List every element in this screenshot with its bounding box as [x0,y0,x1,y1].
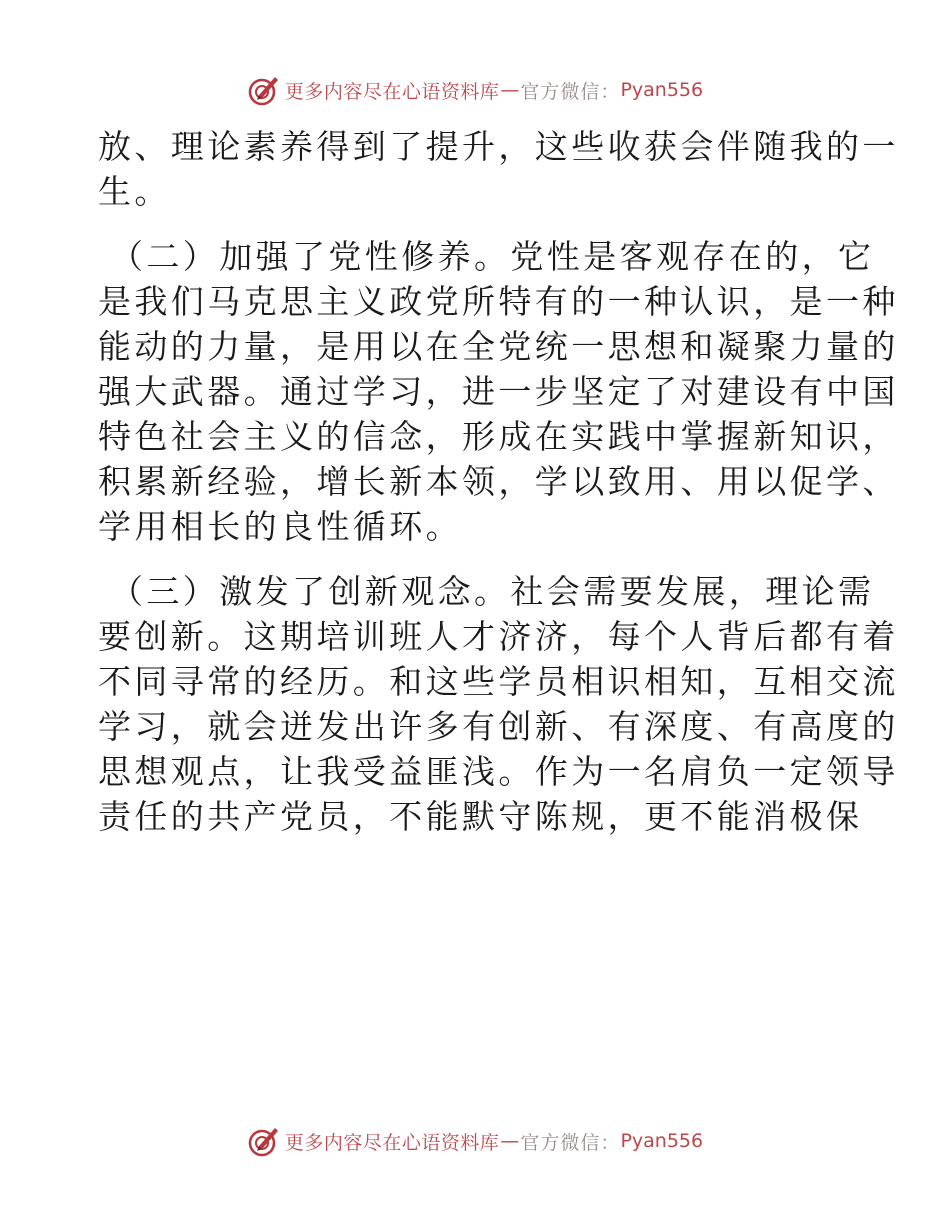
pen-logo-icon [247,73,281,107]
footer-watermark [0,1121,950,1161]
paragraph-2 [98,234,899,549]
paragraph-1 [98,124,899,214]
text-line: 积累新经验，增长新本领，学以致用、用以促学、 [98,462,899,501]
watermark-dash: — [500,79,520,101]
document-body [98,124,899,839]
text-line: 强大武器。通过学习，进一步坚定了对建设有中国 [98,372,899,411]
text-line: 责任的共产党员，不能默守陈规，更不能消极保 [98,797,863,836]
text-line: 学习，就会迸发出许多有创新、有深度、有高度的 [98,707,899,746]
watermark-text: 更多内容尽在心语资料库 [284,1131,500,1154]
text-line: 放、理论素养得到了提升，这些收获会伴随我的一 [98,127,899,166]
text-line: （三）激发了创新观念。社会需要发展，理论需 [110,572,875,611]
text-line: 不同寻常的经历。和这些学员相识相知，互相交流 [98,662,899,701]
header-watermark [0,70,950,110]
watermark-wechat-id: Pyan556 [620,79,704,101]
paragraph-3 [98,569,899,839]
text-line: 要创新。这期培训班人才济济，每个人背后都有着 [98,617,899,656]
text-line: 思想观点，让我受益匪浅。作为一名肩负一定领导 [98,752,899,791]
watermark-wechat-label: 官方微信： [520,80,621,103]
text-line: 生。 [98,172,171,211]
pen-logo-icon [247,1124,281,1158]
watermark-wechat-label: 官方微信： [520,1131,621,1154]
watermark-text: 更多内容尽在心语资料库 [284,80,500,103]
watermark-wechat-id: Pyan556 [620,1130,704,1152]
text-line: （二）加强了党性修养。党性是客观存在的，它 [110,237,875,276]
text-line: 学用相长的良性循环。 [98,507,462,546]
text-line: 能动的力量，是用以在全党统一思想和凝聚力量的 [98,327,899,366]
text-line: 是我们马克思主义政党所特有的一种认识，是一种 [98,282,899,321]
text-line: 特色社会主义的信念，形成在实践中掌握新知识， [98,417,899,456]
watermark-dash: — [500,1130,520,1152]
